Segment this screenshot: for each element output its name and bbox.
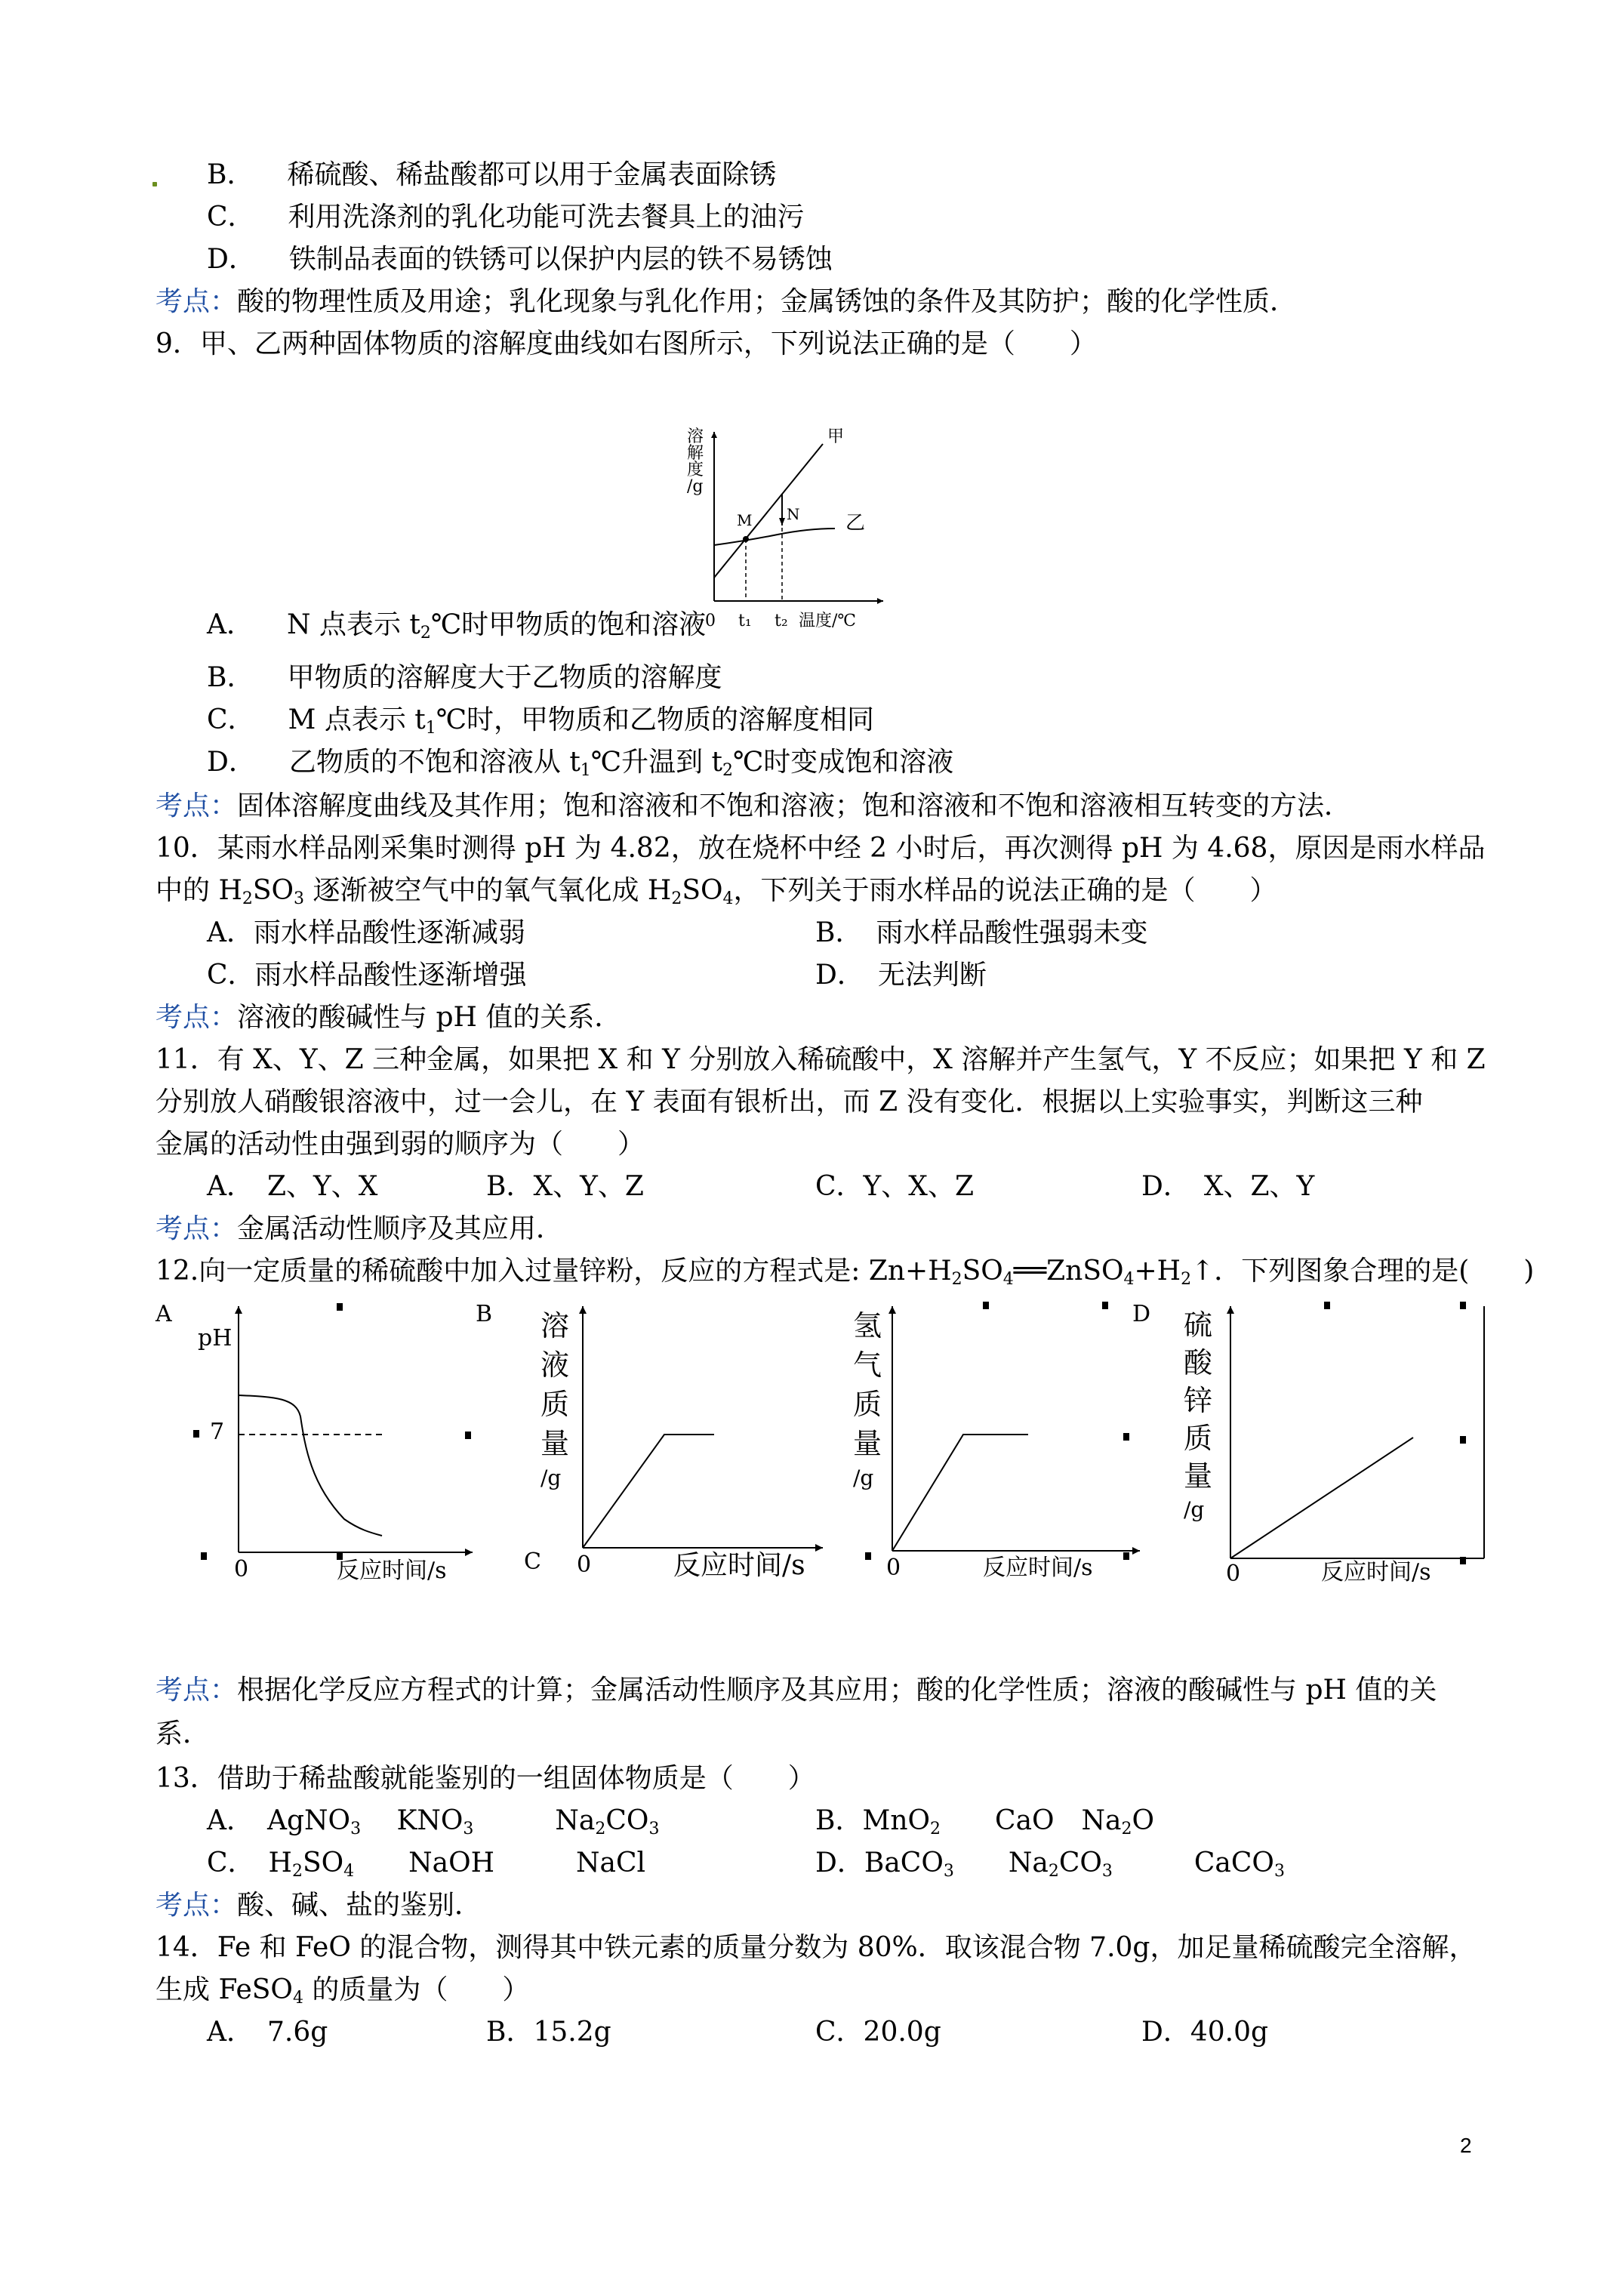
q11-option-d: D． X、Z、Y	[1141, 1171, 1315, 1202]
q9-option-a: A． N 点表示 $t_2℃$时甲物质的饱和溶液	[207, 609, 707, 643]
graph-a-ref: 7	[210, 1419, 225, 1445]
q14-stem-line1: 14．Fe 和 FeO 的混合物，测得其中铁元素的质量分数为 80%．取该混合物 7.0g，加足量稀硫酸完全溶解，	[156, 1932, 1477, 1963]
q10-option-b: B． 雨水样品酸性强弱未变	[815, 917, 1148, 948]
label-jia: 甲	[827, 427, 845, 446]
page-number: 2	[1460, 2134, 1472, 2157]
q13-stem: 13．借助于稀盐酸就能鉴别的一组固体物质是（ ）	[156, 1763, 815, 1794]
label-xaxis: 温度/℃	[799, 612, 857, 630]
label-yi: 乙	[845, 512, 866, 535]
q9-ylabel: 溶 解 度 /g	[687, 427, 704, 496]
q8-kaodian: 考点：酸的物理性质及用途；乳化现象与乳化作用；金属锈蚀的条件及其防护；酸的化学性质．	[156, 286, 1298, 317]
q10-kaodian: 考点：溶液的酸碱性与 pH 值的关系．	[156, 1002, 622, 1033]
graph-a-ylabel: pH	[198, 1325, 233, 1351]
q14-option-b: B．15.2g	[486, 2017, 611, 2048]
q10-stem-line1: 10．某雨水样品刚采集时测得 pH 为 4.82，放在烧杯中经 2 小时后，再次测得 pH 为 4.68，原因是雨水样品	[156, 833, 1486, 864]
hydrogen-mass-line	[892, 1435, 1028, 1551]
q14-option-c: C．20.0g	[815, 2017, 941, 2048]
q8-option-b: B． 稀硫酸、稀盐酸都可以用于金属表面除锈	[207, 159, 777, 190]
kaodian-label: 考点：	[156, 791, 238, 821]
q14-stem-line2: 生成 FeSO$_4$ 的质量为（ ）	[156, 1974, 530, 2008]
q11-stem-line3: 金属的活动性由强到弱的顺序为（ ）	[156, 1129, 645, 1160]
q11-option-b: B．X、Y、Z	[486, 1171, 644, 1202]
graph-c-letter: C	[524, 1549, 541, 1575]
q9-stem: 9．甲、乙两种固体物质的溶解度曲线如右图所示，下列说法正确的是（ ）	[156, 328, 1097, 359]
q9-option-b: B． 甲物质的溶解度大于乙物质的溶解度	[207, 662, 722, 693]
curve-jia	[714, 444, 823, 578]
q12-stem: 12.向一定质量的稀硫酸中加入过量锌粉，反应的方程式是: $Zn+H_2SO_4══ZnSO_4+H_2↑$．下列图象合理的是( )	[156, 1256, 1535, 1289]
kaodian-label: 考点：	[156, 1675, 238, 1706]
label-t2: t₂	[775, 612, 788, 630]
q13-option-a: A． AgNO$_3$ $KNO_3$ $Na_2CO_3$	[207, 1805, 660, 1838]
kaodian-label: 考点：	[156, 1890, 238, 1921]
q12-graph-b	[476, 1296, 823, 1579]
q9-option-c: C． M 点表示 $t_1℃$时，甲物质和乙物质的溶解度相同	[207, 704, 875, 738]
q12-kaodian: 考点：根据化学反应方程式的计算；金属活动性顺序及其应用；酸的化学性质；溶液的酸碱性与 pH 值的关系．	[156, 1675, 1437, 1749]
q10-option-c: C．雨水样品酸性逐渐增强	[207, 960, 527, 991]
graph-c-origin: 0	[886, 1555, 901, 1581]
curve-yi	[714, 529, 835, 545]
graph-d-xlabel: 反应时间/s	[1321, 1559, 1431, 1586]
q10-option-d: D． 无法判断	[815, 960, 987, 991]
q12-graph-d	[1132, 1296, 1487, 1587]
q13-option-c: C． $H_2SO_4$ NaOH NaCl	[207, 1848, 646, 1881]
label-m: M	[737, 511, 753, 529]
q8-option-d: D． 铁制品表面的铁锈可以保护内层的铁不易锈蚀	[207, 244, 833, 275]
kaodian-label: 考点：	[156, 286, 238, 317]
q12-graph-a	[156, 1296, 480, 1584]
graph-b-xlabel: 反应时间/s	[673, 1550, 805, 1581]
graph-b-origin: 0	[577, 1552, 592, 1578]
graph-a-letter: A	[156, 1301, 172, 1327]
graph-b-ylabel: 溶 液 质 量 /g	[540, 1309, 570, 1490]
point-m	[743, 536, 749, 542]
label-origin: 0	[705, 612, 716, 630]
label-t1: t₁	[738, 612, 752, 630]
q13-kaodian: 考点：酸、碱、盐的鉴别．	[156, 1890, 482, 1921]
zinc-sulfate-mass-line	[1230, 1438, 1413, 1558]
q10-stem-line2: 中的 $H_2SO_3$ 逐渐被空气中的氧气氧化成 $H_2SO_4$，下列关于雨水样品的说法正确的是（ ）	[156, 875, 1277, 908]
solution-mass-line	[583, 1435, 714, 1548]
q11-stem-line2: 分别放人硝酸银溶液中，过一会儿，在 Y 表面有银析出，而 Z 没有变化．根据以上实验事实，判断这三种	[156, 1086, 1423, 1117]
q14-option-a: A． 7.6g	[207, 2017, 328, 2048]
q11-kaodian: 考点：金属活动性顺序及其应用．	[156, 1213, 564, 1244]
graph-a-origin: 0	[234, 1556, 249, 1583]
margin-mark	[152, 182, 157, 186]
graph-c-ylabel: 氢 气 质 量 /g	[853, 1309, 882, 1490]
q9-option-d: D． 乙物质的不饱和溶液从 $t_1℃$升温到 $t_2℃$时变成饱和溶液	[207, 747, 954, 780]
kaodian-label: 考点：	[156, 1213, 238, 1244]
label-n: N	[787, 505, 800, 523]
graph-b-letter: B	[476, 1301, 493, 1327]
q8-option-c: C． 利用洗涤剂的乳化功能可洗去餐具上的油污	[207, 202, 805, 233]
ph-curve	[239, 1395, 382, 1536]
graph-d-ylabel: 硫 酸 锌 质 量 /g	[1184, 1308, 1213, 1522]
q11-option-a: A． Z、Y、X	[207, 1171, 378, 1202]
graph-a-xlabel: 反应时间/s	[337, 1558, 447, 1584]
q11-stem-line1: 11．有 X、Y、Z 三种金属，如果把 X 和 Y 分别放入稀硫酸中，X 溶解并产生氢气，Y 不反应；如果把 Y 和 Z	[156, 1044, 1486, 1075]
q9-kaodian: 考点：固体溶解度曲线及其作用；饱和溶液和不饱和溶液；饱和溶液和不饱和溶液相互转变的方法．	[156, 791, 1352, 821]
q13-option-d: D．BaCO$_3$ $Na_2CO_3$ CaCO$_3$	[815, 1848, 1285, 1881]
kaodian-label: 考点：	[156, 1002, 238, 1033]
q11-option-c: C．Y、X、Z	[815, 1171, 974, 1202]
q14-option-d: D．40.0g	[1141, 2017, 1269, 2048]
graph-d-letter: D	[1132, 1301, 1151, 1327]
graph-c-xlabel: 反应时间/s	[983, 1555, 1093, 1581]
q10-option-a: A．雨水样品酸性逐渐减弱	[207, 917, 525, 948]
q13-option-b: B．MnO$_2$ CaO $Na_2O$	[815, 1805, 1155, 1838]
graph-d-origin: 0	[1226, 1561, 1241, 1587]
